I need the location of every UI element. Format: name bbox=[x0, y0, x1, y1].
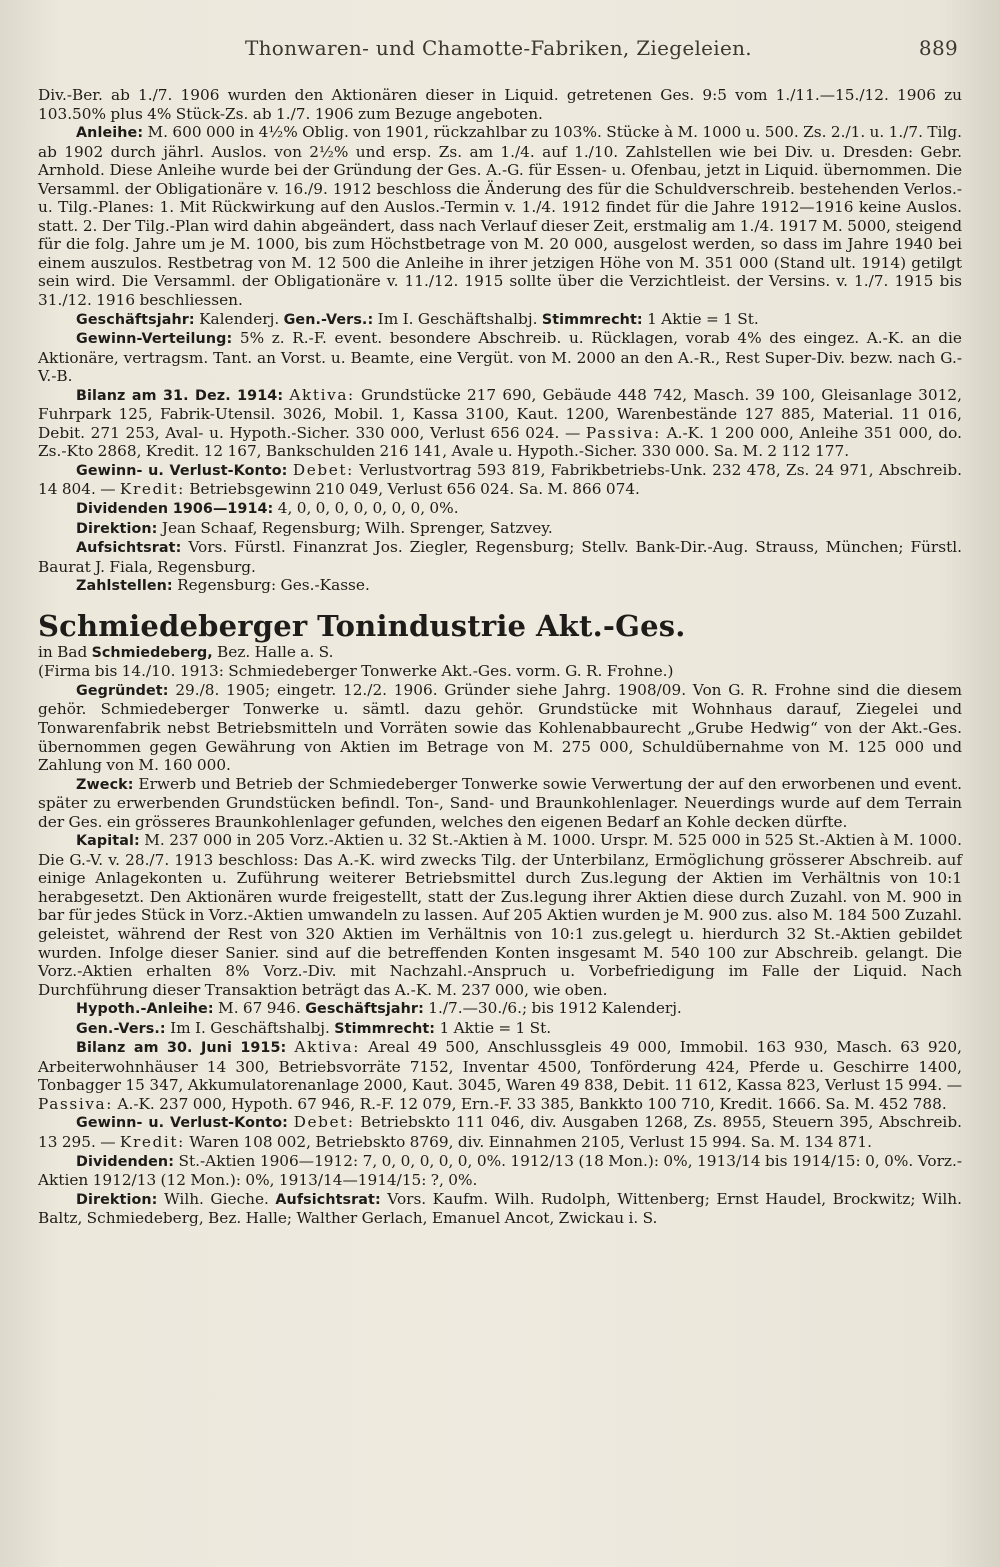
aktiva2-label: Aktiva: bbox=[294, 1038, 360, 1057]
dividenden-paragraph bbox=[38, 499, 962, 519]
bilanz-passiva-text: A.-K. 1 200 000, Anleihe 351 000, do. Zs.-Kto 2868, Kredit. 12 167, Bankschulden 216 141, Avale u. Hypoth.-Sicher. 330 000. Sa. M. 2 112 177. bbox=[38, 423, 962, 461]
guv-paragraph bbox=[38, 461, 962, 499]
guv-kredit-text: Betriebsgewinn 210 049, Verlust 656 024. Sa. M. 866 074. bbox=[189, 480, 640, 499]
gv2-text: Im I. Geschäftshalbj. bbox=[170, 1018, 330, 1037]
location-town: Schmiedeberg, bbox=[91, 644, 213, 661]
kapital-paragraph bbox=[38, 831, 962, 999]
guv2-paragraph bbox=[38, 1113, 962, 1151]
stimmrecht-text: 1 Aktie = 1 St. bbox=[647, 309, 759, 328]
direktion2-text: Wilh. Gieche. bbox=[163, 1189, 269, 1208]
guv2-debet-text: Betriebskto 111 046, div. Ausgaben 1268, Zs. 8955, Steuern 395, Abschreib. 13 295. — bbox=[38, 1113, 962, 1151]
company-heading: Schmiedeberger Tonindustrie Akt.-Ges. bbox=[38, 608, 686, 643]
gewinn-verteilung-text: 5% z. R.-F. event. besondere Abschreib. u. Rücklagen, vorab 4% des eingez. A.-K. an die Aktionäre, vertragsm. Tant. an Vorst. u. Beamte, eine Vergüt. von M. 2000 an den A.-R., Rest Super-Div. bezw. nach G.-V.-B. bbox=[38, 329, 962, 386]
bilanz2-passiva-text: A.-K. 237 000, Hypoth. 67 946, R.-F. 12 079, Ern.-F. 33 385, Bankkto 100 710, Kredit. 1666. Sa. M. 452 788. bbox=[117, 1094, 947, 1113]
dividenden2-text: St.-Aktien 1906—1912: 7, 0, 0, 0, 0, 0, 0%. 1912/13 (18 Mon.): 0%, 1913/14 bis 1914/15: 0, 0%. Vorz.-Aktien 1912/13 (12 Mon.): 0%, 1913/14—1914/15: ?, 0%. bbox=[38, 1151, 962, 1190]
zweck-text: Erwerb und Betrieb der Schmiedeberger Tonwerke sowie Verwertung der auf den erworbenen und event. später zu erwerbenden Grundstücken befindl. Ton-, Sand- und Braunkohlenlager. Neuerdings wurde auf dem Terrain der Ges. ein grösseres Braunkohlenlager gefunden, welches den eigenen Bedarf an Kohle decken dürfte. bbox=[38, 774, 962, 831]
gv-label: Gen.-Vers.: bbox=[283, 311, 374, 328]
gj2-text: 1./7.—30./6.; bis 1912 Kalenderj. bbox=[428, 999, 682, 1018]
stimmrecht2-text: 1 Aktie = 1 St. bbox=[439, 1018, 552, 1037]
direktion-text: Jean Schaaf, Regensburg; Wilh. Sprenger, Satzvey. bbox=[161, 518, 553, 537]
aufsichtsrat2-label: Aufsichtsrat: bbox=[275, 1191, 381, 1208]
gj2-label: Geschäftsjahr: bbox=[305, 1001, 424, 1018]
guv2-label: Gewinn- u. Verlust-Konto: bbox=[76, 1115, 288, 1132]
running-head bbox=[38, 36, 962, 86]
kapital-text: M. 237 000 in 205 Vorz.-Aktien u. 32 St.-Aktien à M. 1000. Urspr. M. 525 000 in 525 St.-Aktien à M. 1000. Die G.-V. v. 28./7. 1913 beschloss: Das A.-K. wird zwecks Tilg. der Unterbilanz, Ermöglichung grösserer Abschreib. auf einige Anlagekonten u. Zuführung weiterer Betriebsmittel durch Zus.legung der Aktien im Verhältnis von 10:1 herabgesetzt. Den Aktionären wurde freigestellt, statt der Zus.legung ihrer Aktien diese durch Zuzahl. von M. 900 in bar für jedes Stück in Vorz.-Aktien umwandeln zu lassen. Auf 205 Aktien wurden je M. 900 zus. also M. 184 500 Zuzahl. geleistet, während der Rest von 320 Aktien im Verhältnis von 10:1 zus.gelegt u. hierdurch 32 St.-Aktien gebildet wurden. Infolge dieser Sanier. sind auf die betreffenden Konten insgesamt M. 540 100 zur Abschreib. gelangt. Die Vorz.-Aktien erhalten 8% Vorz.-Div. mit Nachzahl.-Anspruch u. Vorbefriedigung im Falle der Liquid. Nach Durchführung dieser Transaktion beträgt das A.-K. M. 237 000, wie oben. bbox=[38, 831, 962, 999]
page-header-title: Thonwaren- und Chamotte-Fabriken, Ziegeleien. bbox=[244, 36, 752, 60]
bilanz2-paragraph bbox=[38, 1038, 962, 1113]
kredit2-label: Kredit: bbox=[119, 1132, 185, 1151]
guv-label: Gewinn- u. Verlust-Konto: bbox=[76, 462, 288, 479]
kapital-label: Kapital: bbox=[76, 833, 140, 850]
bilanz-aktiva-text: Grundstücke 217 690, Gebäude 448 742, Masch. 39 100, Gleisanlage 3012, Fuhrpark 125, Fabrik-Utensil. 3026, Mobil. 1, Kassa 3100, Kaut. 1200, Warenbestände 127 885, Material. 11 016, Debit. 271 253, Aval- u. Hypoth.-Sicher. 330 000, Verlust 656 024. — bbox=[38, 385, 962, 442]
kredit-label: Kredit: bbox=[119, 480, 185, 499]
zweck-paragraph bbox=[38, 775, 962, 832]
location-prefix: in Bad bbox=[38, 642, 88, 661]
zweck-label: Zweck: bbox=[76, 776, 134, 793]
guv2-kredit-text: Waren 108 002, Betriebskto 8769, div. Einnahmen 2105, Verlust 15 994. Sa. M. 134 871. bbox=[189, 1132, 872, 1151]
page-number: 889 bbox=[918, 36, 958, 60]
gegruendet-paragraph bbox=[38, 681, 962, 775]
bilanz-label: Bilanz am 31. Dez. 1914: bbox=[76, 387, 284, 404]
gj-text: Kalenderj. bbox=[199, 309, 280, 328]
bilanz2-aktiva-text: Areal 49 500, Anschlussgleis 49 000, Immobil. 163 930, Masch. 63 920, Arbeiterwohnhäuser 14 300, Betriebsvorräte 7152, Inventar 4500, Tonförderung 424, Pferde u. Geschirre 1400, Tonbagger 15 347, Akkumulatorenanlage 2000, Kaut. 3045, Waren 49 838, Debit. 11 612, Kassa 823, Verlust 15 994. — bbox=[38, 1038, 962, 1095]
gewinn-verteilung-label: Gewinn-Verteilung: bbox=[76, 331, 233, 348]
zahlstellen-label: Zahlstellen: bbox=[76, 578, 173, 595]
hypoth-label: Hypoth.-Anleihe: bbox=[76, 1001, 214, 1018]
bilanz-paragraph bbox=[38, 386, 962, 461]
hypoth-paragraph bbox=[38, 999, 962, 1019]
gv2-label: Gen.-Vers.: bbox=[76, 1020, 166, 1037]
debet-label: Debet: bbox=[292, 460, 354, 479]
passiva2-label: Passiva: bbox=[38, 1094, 114, 1113]
gj-label: Geschäftsjahr: bbox=[76, 311, 195, 328]
zahlstellen-paragraph bbox=[38, 576, 962, 596]
page-body bbox=[38, 86, 962, 1228]
anleihe-label: Anleihe: bbox=[76, 125, 144, 142]
aufsichtsrat-paragraph bbox=[38, 538, 962, 576]
gegruendet-text: 29./8. 1905; eingetr. 12./2. 1906. Gründer siehe Jahrg. 1908/09. Von G. R. Frohne sind die diesem gehör. Schmiedeberger Tonwerke u. sämtl. dazu gehör. Grundstücke mit Wohnhaus darauf, Ziegelei und Tonwarenfabrik nebst Betriebsmitteln und Vorräten sowie das Kohlenabbaurecht „Grube Hedwig“ von der Akt.-Ges. übernommen gegen Gewährung von Aktien im Betrage von M. 275 000, Schuldübernahme von M. 125 000 und Zahlung von M. 160 000. bbox=[38, 680, 962, 775]
firma-note: (Firma bis 14./10. 1913: Schmiedeberger Tonwerke Akt.-Ges. vorm. G. R. Frohne.) bbox=[38, 662, 674, 681]
stimmrecht-label: Stimmrecht: bbox=[541, 311, 643, 328]
gv-text: Im I. Geschäftshalbj. bbox=[377, 309, 538, 328]
gewinn-verteilung-paragraph bbox=[38, 329, 962, 386]
anleihe-paragraph bbox=[38, 123, 962, 309]
direktion2-label: Direktion: bbox=[76, 1191, 158, 1208]
hypoth-text: M. 67 946. bbox=[218, 999, 301, 1018]
dividenden2-paragraph bbox=[38, 1152, 962, 1190]
bilanz2-label: Bilanz am 30. Juni 1915: bbox=[76, 1040, 287, 1057]
company-location bbox=[38, 643, 962, 663]
dividenden-label: Dividenden 1906—1914: bbox=[76, 501, 274, 518]
aufsichtsrat2-text: Vors. Kaufm. Wilh. Rudolph, Wittenberg; Ernst Haudel, Brockwitz; Wilh. Baltz, Schmiedeberg, Bez. Halle; Walther Gerlach, Emanuel Ancot, Zwickau i. S. bbox=[38, 1189, 962, 1228]
aufsichtsrat-text: Vors. Fürstl. Finanzrat Jos. Ziegler, Regensburg; Stellv. Bank-Dir.-Aug. Strauss, München; Fürstl. Baurat J. Fiala, Regensburg. bbox=[38, 538, 962, 576]
dividenden2-label: Dividenden: bbox=[76, 1153, 175, 1170]
dividend-offer-paragraph: Div.-Ber. ab 1./7. 1906 wurden den Aktionären dieser in Liquid. getretenen Ges. 9:5 vom 1./11.—15./12. 1906 zu 103.50% plus 4% Stück-Zs. ab 1./7. 1906 zum Bezuge angeboten. bbox=[38, 86, 962, 123]
gegruendet-label: Gegründet: bbox=[76, 682, 169, 699]
aktiva-label: Aktiva: bbox=[289, 385, 355, 404]
anleihe-text: M. 600 000 in 4½% Oblig. von 1901, rückzahlbar zu 103%. Stücke à M. 1000 u. 500. Zs. 2./1. u. 1./7. Tilg. ab 1902 durch jährl. Auslos. von 2½% und ersp. Zs. am 1./4. auf 1./10. Zahlstellen wie bei Div. u. Dresden: Gebr. Arnhold. Diese Anleihe wurde bei der Gründung der Ges. A.-G. für Essen- u. Ofenbau, jetzt in Liquid. übernommen. Die Versamml. der Obligationäre v. 16./9. 1912 beschloss die Änderung des für die Schuldverschreib. bestehenden Verlos.- u. Tilg.-Planes: 1. Mit Rückwirkung auf den Auslos.-Termin v. 1./4. 1912 findet für die Jahre 1912—1916 keine Auslos. statt. 2. Der Tilg.-Plan wird dahin abgeändert, dass nach Verlauf dieser Zeit, erstmalig am 1./4. 1917 M. 5000, steigend für die folg. Jahre um je M. 1000, bis zum Höchstbetrage von M. 20 000, ausgelost werden, so dass im Jahre 1940 bei einem auszulos. Restbetrag von M. 12 500 die Anleihe in ihrer jetzigen Höhe von M. 351 000 (Stand ult. 1914) getilgt sein wird. Die Versamml. der Obligationäre v. 11./12. 1915 sollte über die Verzichtleist. der Versins. v. 1./7. 1915 bis 31./12. 1916 beschliessen. bbox=[38, 123, 962, 310]
location-suffix: Bez. Halle a. S. bbox=[217, 642, 334, 661]
passiva-label: Passiva: bbox=[585, 423, 661, 442]
guv-debet-text: Verlustvortrag 593 819, Fabrikbetriebs-Unk. 232 478, Zs. 24 971, Abschreib. 14 804. — bbox=[38, 460, 962, 499]
direktion-label: Direktion: bbox=[76, 520, 158, 537]
aufsichtsrat-label: Aufsichtsrat: bbox=[76, 540, 182, 557]
direktion2-paragraph bbox=[38, 1190, 962, 1228]
meta2-paragraph bbox=[38, 1019, 962, 1039]
direktion-paragraph bbox=[38, 519, 962, 539]
stimmrecht2-label: Stimmrecht: bbox=[334, 1020, 436, 1037]
meta-paragraph bbox=[38, 310, 962, 330]
zahlstellen-text: Regensburg: Ges.-Kasse. bbox=[177, 576, 370, 595]
dividenden-text: 4, 0, 0, 0, 0, 0, 0, 0, 0%. bbox=[277, 499, 459, 518]
debet2-label: Debet: bbox=[293, 1113, 355, 1132]
